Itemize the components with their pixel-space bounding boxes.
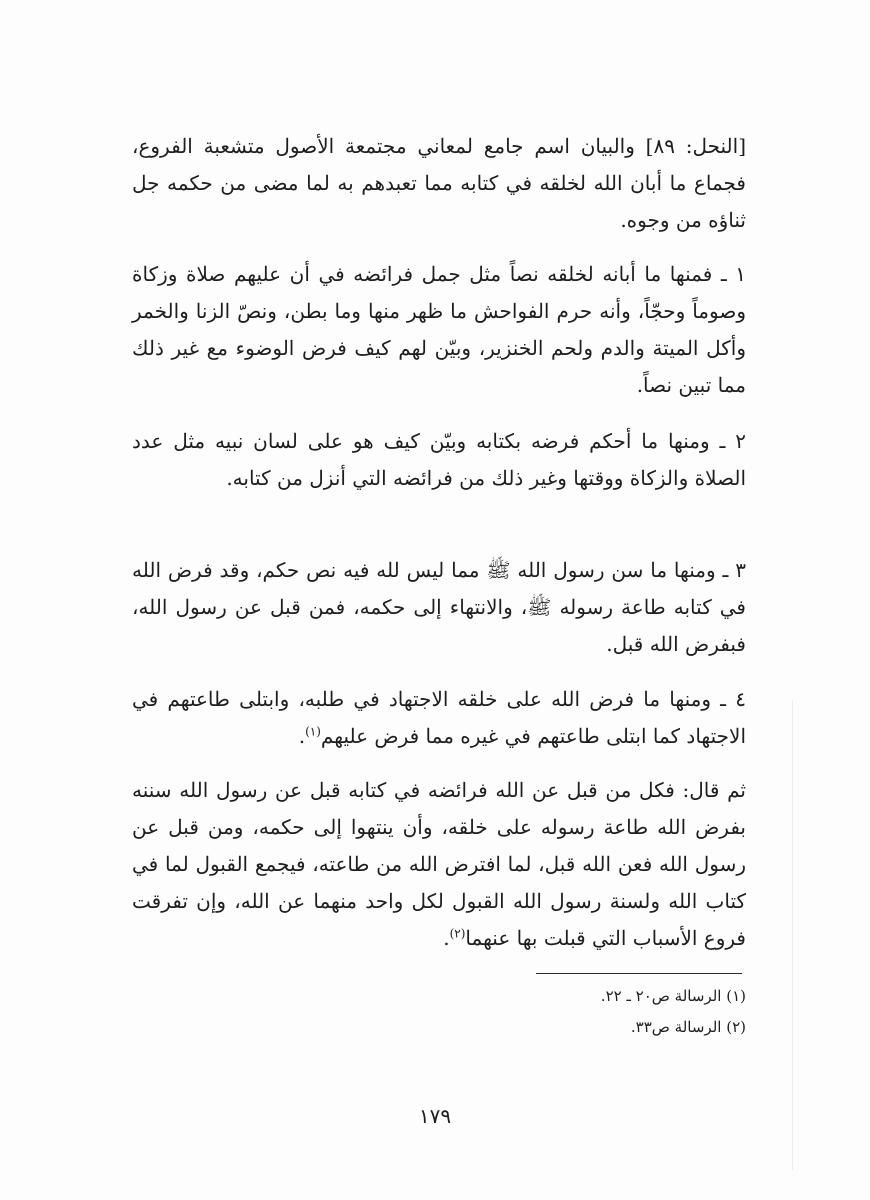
paragraph-item-4 xyxy=(132,681,746,755)
paragraph-text: [النحل: ٨٩] والبيان اسم جامع لمعاني مجتمعة الأصول متشعبة الفروع، فجماع ما أبان الله لخلقه في كتابه مما تعبدهم به لما مضى من حكمه جل ثناؤه من وجوه. xyxy=(132,134,746,232)
footnote-text: الرسالة ص٣٣. xyxy=(630,1018,722,1036)
page-number: ١٧٩ xyxy=(418,1104,452,1128)
paragraph-intro xyxy=(132,128,746,239)
paragraph-item-3 xyxy=(132,552,746,663)
footnote-number: (٢) xyxy=(726,1018,746,1036)
footnote-marker: (٢) xyxy=(449,926,466,941)
paragraph-text: ٣ ـ ومنها ما سن رسول الله ﷺ مما ليس لله فيه نص حكم، وقد فرض الله في كتابه طاعة رسوله ﷺ، والانتهاء إلى حكمه، فمن قبل عن رسول الله، فبفرض الله قبل. xyxy=(132,558,746,656)
page-edge-shadow xyxy=(792,700,793,1170)
paragraph-text: ٤ ـ ومنها ما فرض الله على خلقه الاجتهاد في طلبه، وابتلى طاعتهم في الاجتهاد كما ابتلى طاعتهم في غيره مما فرض عليهم xyxy=(132,687,746,748)
paragraph-end-punctuation: . xyxy=(298,724,306,748)
paragraph-item-2 xyxy=(132,423,746,497)
paragraph-item-1 xyxy=(132,256,746,404)
paragraph-text: ١ ـ فمنها ما أبانه لخلقه نصاً مثل جمل فرائضه في أن عليهم صلاة وزكاة وصوماً وحجّاً، وأنه حرم الفواحش ما ظهر منها وما بطن، ونصّ الزنا والخمر وأكل الميتة والدم ولحم الخنزير، وبيّن لهم كيف فرض الوضوء مع غير ذلك مما تبين نصاً. xyxy=(132,262,746,397)
paragraph-end-punctuation: . xyxy=(443,926,450,950)
footnote-1 xyxy=(300,984,746,1008)
footnote-text: الرسالة ص٢٠ ـ ٢٢. xyxy=(600,987,722,1005)
footnote-marker: (١) xyxy=(305,724,321,739)
paragraph-conclusion xyxy=(132,772,746,957)
paragraph-text: ثم قال: فكل من قبل عن الله فرائضه في كتابه قبل عن رسول الله سننه بفرض الله طاعة رسوله على خلقه، وأن ينتهوا إلى حكمه، ومن قبل عن رسول الله فعن الله قبل، لما افترض الله من طاعته، فيجمع القبول لما في كتاب الله ولسنة رسول الله القبول لكل واحد منهما عن الله، وإن تفرقت فروع الأسباب التي قبلت بها عنهما xyxy=(132,778,746,950)
footnote-2 xyxy=(300,1015,746,1039)
paragraph-text: ٢ ـ ومنها ما أحكم فرضه بكتابه وبيّن كيف هو على لسان نبيه مثل عدد الصلاة والزكاة ووقتها وغير ذلك من فرائضه التي أنزل من كتابه. xyxy=(132,429,746,490)
footnote-number: (١) xyxy=(726,987,746,1005)
footnote-divider xyxy=(536,973,742,974)
